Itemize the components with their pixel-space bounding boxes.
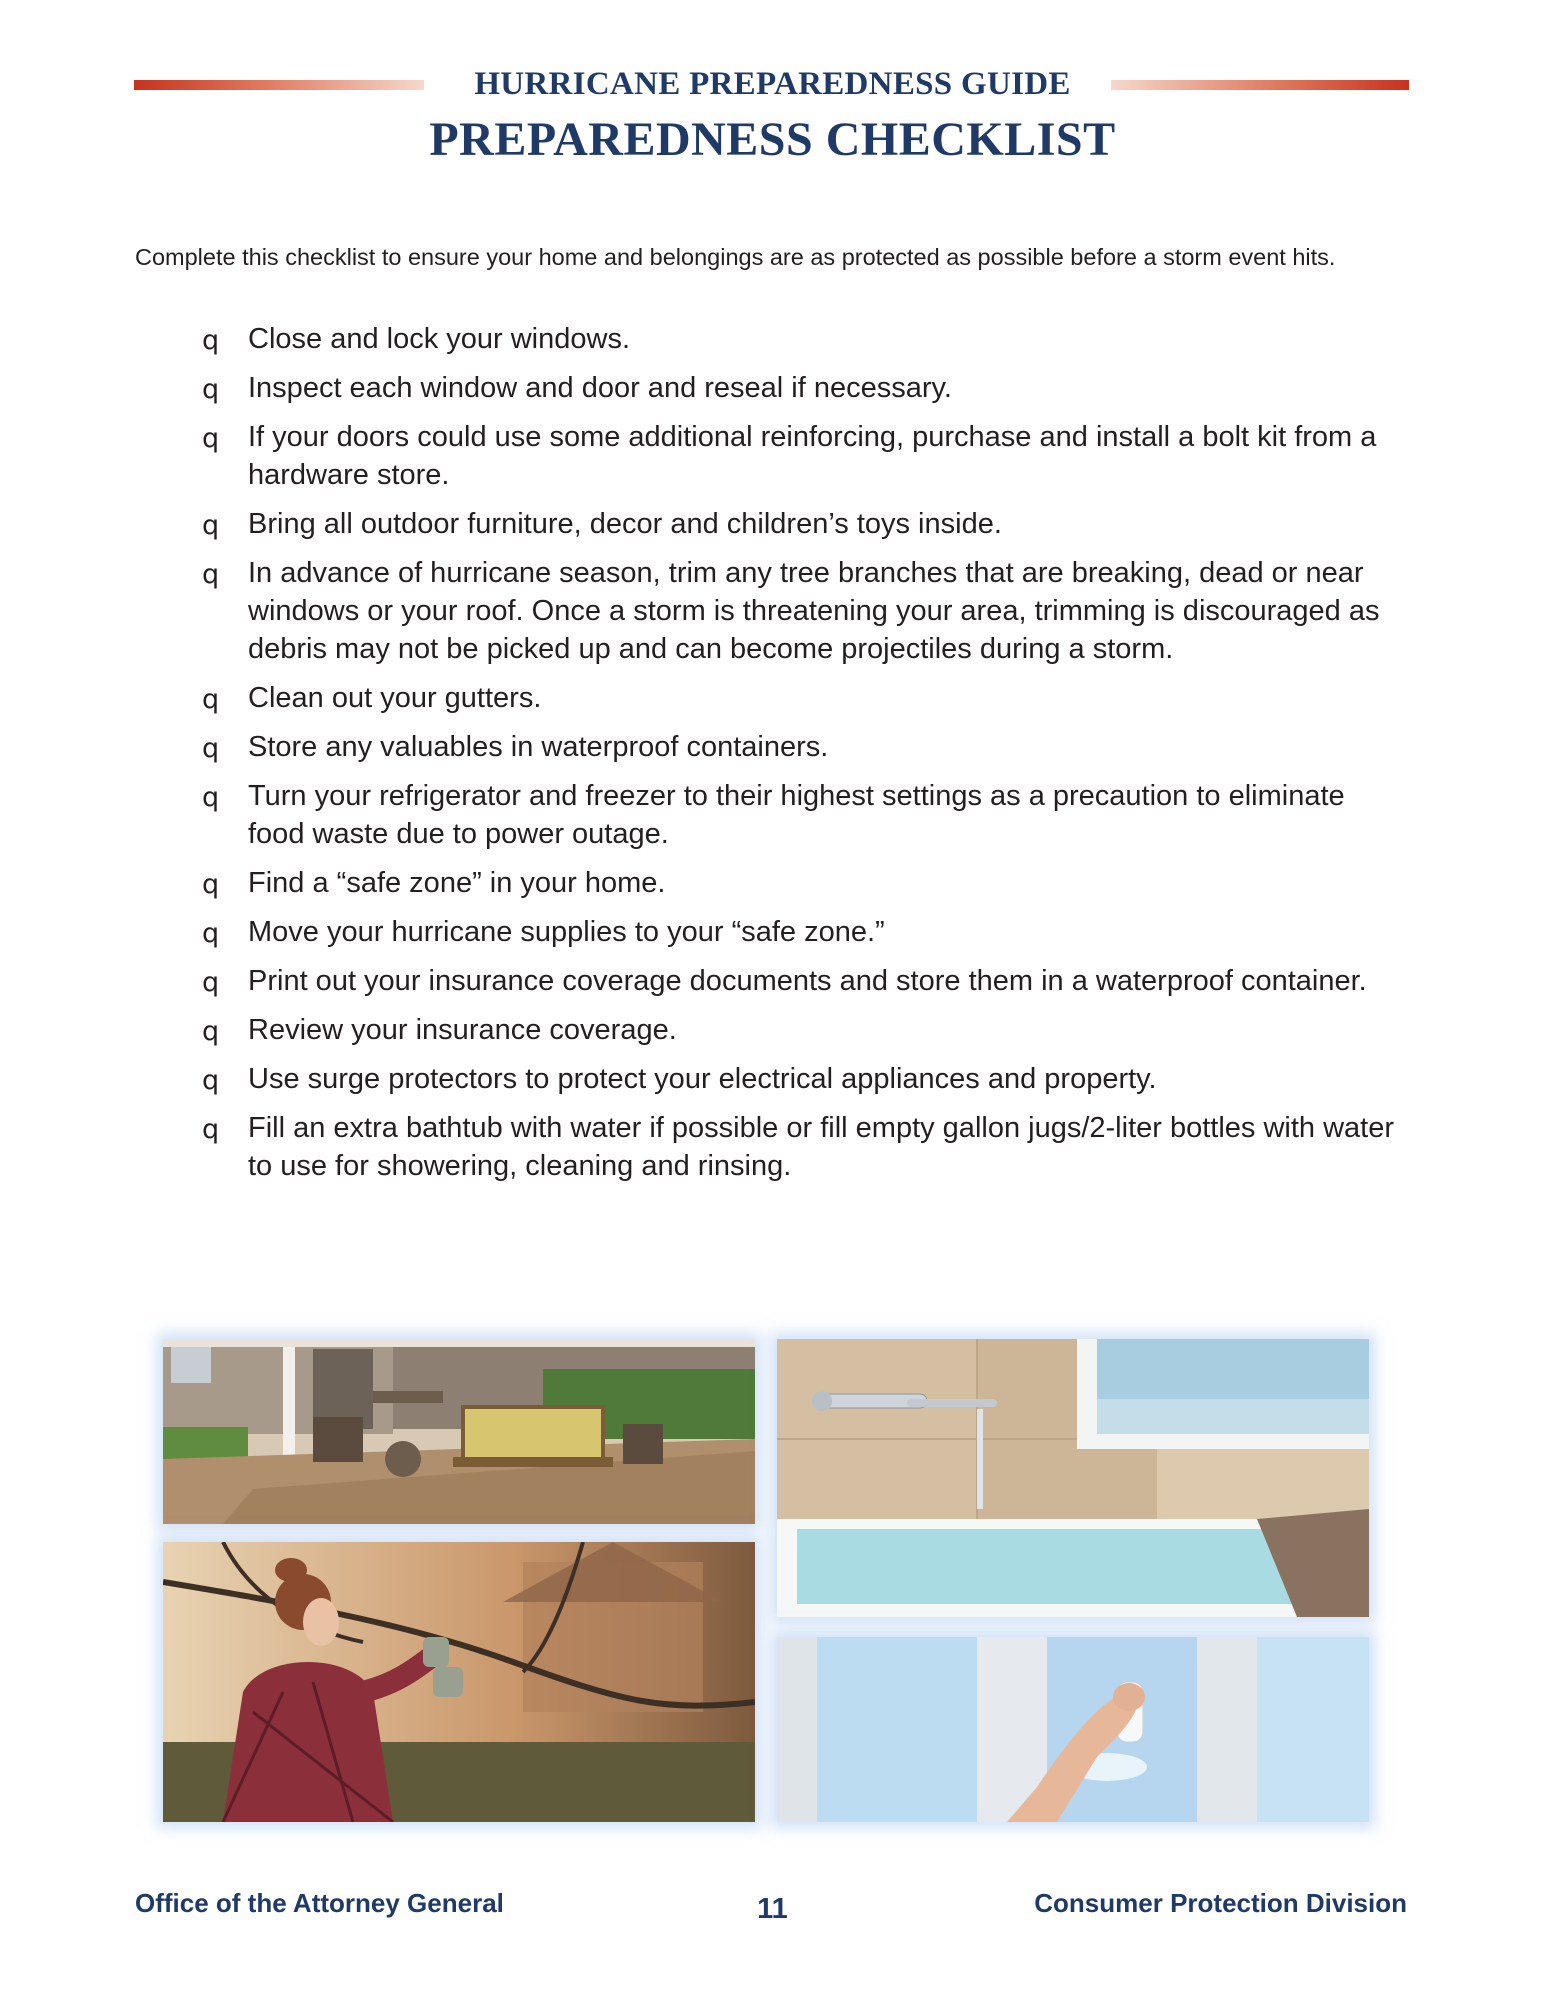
- checklist-item-text: Move your hurricane supplies to your “safe zone.”: [248, 916, 885, 948]
- checklist-item: [200, 418, 1400, 494]
- checklist-item-text: Bring all outdoor furniture, decor and children’s toys inside.: [248, 508, 1002, 540]
- checkbox-icon: q: [202, 869, 220, 900]
- checkbox-icon: q: [202, 559, 220, 590]
- checklist-item: [200, 679, 1400, 717]
- checklist-item-text: Clean out your gutters.: [248, 682, 542, 714]
- window-closing-photo: [777, 1637, 1369, 1822]
- checklist-item: [200, 913, 1400, 951]
- checklist-item: [200, 777, 1400, 853]
- bathtub-photo: [777, 1339, 1369, 1617]
- checkbox-icon: q: [202, 374, 220, 405]
- checklist-item: [200, 728, 1400, 766]
- checklist-item: [200, 505, 1400, 543]
- checklist-item-text: Store any valuables in waterproof containers.: [248, 731, 829, 763]
- footer-division-name: Consumer Protection Division: [1034, 1888, 1407, 1918]
- checkbox-icon: q: [202, 967, 220, 998]
- checklist-item: [200, 554, 1400, 668]
- intro-paragraph: Complete this checklist to ensure your home and belongings are as protected as possible before a storm event hits.: [135, 244, 1336, 270]
- checklist-item-text: Close and lock your windows.: [248, 323, 631, 355]
- footer-office-name: Office of the Attorney General: [135, 1888, 504, 1918]
- checkbox-icon: q: [202, 510, 220, 541]
- checklist-item-text: Review your insurance coverage.: [248, 1014, 677, 1046]
- checklist-item-text: In advance of hurricane season, trim any tree branches that are breaking, dead or near windows or your roof. Once a storm is threatening your area, trimming is discouraged as debris may not be picked up and can become projectiles during a storm.: [248, 557, 1380, 665]
- checkbox-icon: q: [202, 684, 220, 715]
- checklist-item-text: Inspect each window and door and reseal if necessary.: [248, 372, 952, 404]
- checklist-item: [200, 1011, 1400, 1049]
- tree-trimming-photo: [163, 1542, 755, 1822]
- checklist-item: [200, 1109, 1400, 1185]
- checklist-item-text: Fill an extra bathtub with water if possible or fill empty gallon jugs/2-liter bottles with water to use for showering, cleaning and rinsing.: [248, 1112, 1395, 1182]
- preparedness-checklist: [200, 320, 1400, 1196]
- checklist-item: [200, 864, 1400, 902]
- checklist-item-text: Use surge protectors to protect your electrical appliances and property.: [248, 1063, 1157, 1095]
- checklist-item: [200, 320, 1400, 358]
- checklist-item: [200, 1060, 1400, 1098]
- checkbox-icon: q: [202, 1114, 220, 1145]
- checkbox-icon: q: [202, 325, 220, 356]
- checkbox-icon: q: [202, 1016, 220, 1047]
- guide-title: HURRICANE PREPAREDNESS GUIDE: [474, 66, 1071, 102]
- checkbox-icon: q: [202, 733, 220, 764]
- page-number: 11: [757, 1893, 788, 1925]
- checkbox-icon: q: [202, 423, 220, 454]
- checklist-item-text: Print out your insurance coverage documents and store them in a waterproof container.: [248, 965, 1367, 997]
- checkbox-icon: q: [202, 918, 220, 949]
- checklist-item: [200, 962, 1400, 1000]
- patio-furniture-photo: [163, 1339, 755, 1524]
- checklist-item-text: Find a “safe zone” in your home.: [248, 867, 666, 899]
- page-title: PREPAREDNESS CHECKLIST: [429, 113, 1116, 166]
- checklist-item-text: Turn your refrigerator and freezer to their highest settings as a precaution to eliminate food waste due to power outage.: [248, 780, 1345, 850]
- checkbox-icon: q: [202, 782, 220, 813]
- checklist-item-text: If your doors could use some additional reinforcing, purchase and install a bolt kit from a hardware store.: [248, 421, 1377, 491]
- checkbox-icon: q: [202, 1065, 220, 1096]
- checklist-item: [200, 369, 1400, 407]
